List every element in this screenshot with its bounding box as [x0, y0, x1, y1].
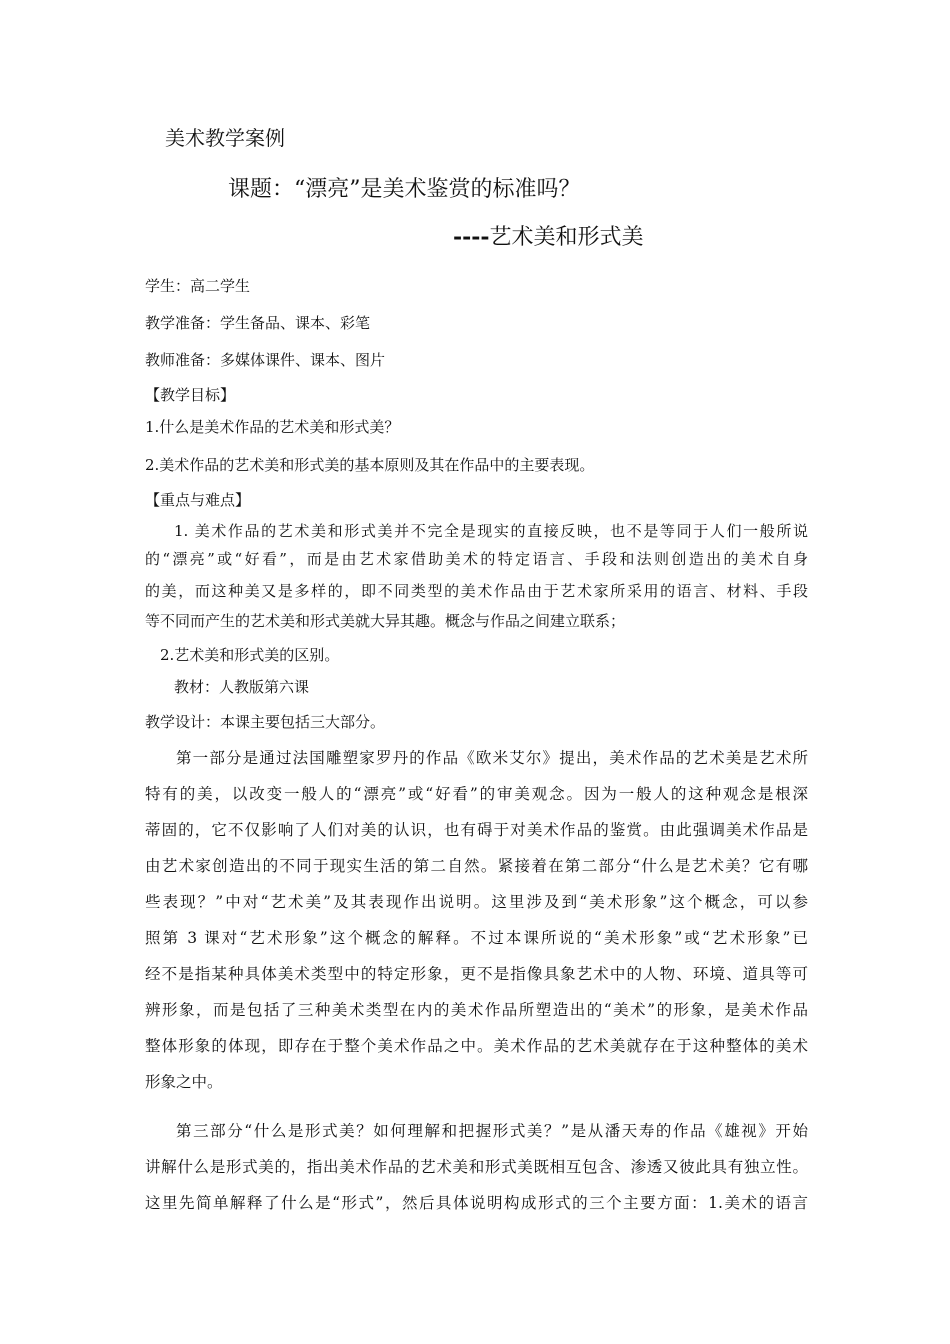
document-header: 美术教学案例: [165, 126, 285, 150]
lesson-title: 课题：“漂亮”是美术鉴赏的标准吗？: [228, 177, 581, 202]
student-prep-line: 教学准备：学生备品、课本、彩笔: [145, 314, 371, 332]
key-point-line: 1. 美术作品的艺术美和形式美并不完全是现实的直接反映，也不是等同于人们一般所说: [174, 522, 808, 540]
part1-line: 辨形象，而是包括了三种美术类型在内的美术作品所塑造出的“美术”的形象，是美术作品: [145, 1001, 808, 1019]
key-point-line: 的“漂亮”或“好看”，而是由艺术家借助美术的特定语言、手段和法则创造出的美术自身: [145, 550, 808, 568]
teacher-prep-line: 教师准备：多媒体课件、课本、图片: [145, 351, 386, 369]
key-point-line: 等不同而产生的艺术美和形式美就大异其趣。概念与作品之间建立联系；: [145, 612, 626, 630]
part1-line: 些表现？”中对“艺术美”及其表现作出说明。这里涉及到“美术形象”这个概念，可以参: [145, 893, 808, 911]
design-intro-line: 教学设计：本课主要包括三大部分。: [145, 713, 386, 731]
part1-line: 整体形象的体现，即存在于整个美术作品之中。美术作品的艺术美就存在于这种整体的美术: [145, 1037, 808, 1055]
part1-line: 照第 3 课对“艺术形象”这个概念的解释。不过本课所说的“美术形象”或“艺术形象”已: [145, 929, 808, 947]
key-point-item-2: 2.艺术美和形式美的区别。: [160, 646, 340, 664]
objectives-heading: 【教学目标】: [145, 386, 236, 404]
part3-line: 第三部分“什么是形式美？如何理解和把握形式美？”是从潘天寿的作品《雄视》开始: [176, 1122, 808, 1140]
lesson-subtitle: [453, 220, 644, 251]
part1-line: 由艺术家创造出的不同于现实生活的第二自然。紧接着在第二部分“什么是艺术美？它有哪: [145, 857, 808, 875]
key-point-line: 的美，而这种美又是多样的，即不同类型的美术作品由于艺术家所采用的语言、材料、手段: [145, 582, 808, 600]
part1-line: 经不是指某种具体美术类型中的特定形象，更不是指像具象艺术中的人物、环境、道具等可: [145, 965, 808, 983]
objective-item: 1.什么是美术作品的艺术美和形式美？: [145, 418, 400, 436]
students-line: 学生：高二学生: [145, 277, 251, 295]
materials-line: 教材：人教版第六课: [174, 678, 310, 696]
part3-line: 讲解什么是形式美的，指出美术作品的艺术美和形式美既相互包含、渗透又彼此具有独立性。: [145, 1158, 808, 1176]
part1-line: 第一部分是通过法国雕塑家罗丹的作品《欧米艾尔》提出，美术作品的艺术美是艺术所: [176, 749, 808, 767]
subtitle-text: 艺术美和形式美: [489, 225, 644, 250]
part1-line: 蒂固的，它不仅影响了人们对美的认识，也有碍于对美术作品的鉴赏。由此强调美术作品是: [145, 821, 808, 839]
objective-item: 2.美术作品的艺术美和形式美的基本原则及其在作品中的主要表现。: [145, 456, 595, 474]
part1-line: 形象之中。: [145, 1073, 223, 1091]
subtitle-dashes: ----: [453, 224, 490, 250]
key-points-heading: 【重点与难点】: [145, 491, 251, 509]
part3-line: 这里先简单解释了什么是“形式”，然后具体说明构成形式的三个主要方面：1.美术的语言: [145, 1194, 808, 1212]
part1-line: 特有的美，以改变一般人的“漂亮”或“好看”的审美观念。因为一般人的这种观念是根深: [145, 785, 808, 803]
